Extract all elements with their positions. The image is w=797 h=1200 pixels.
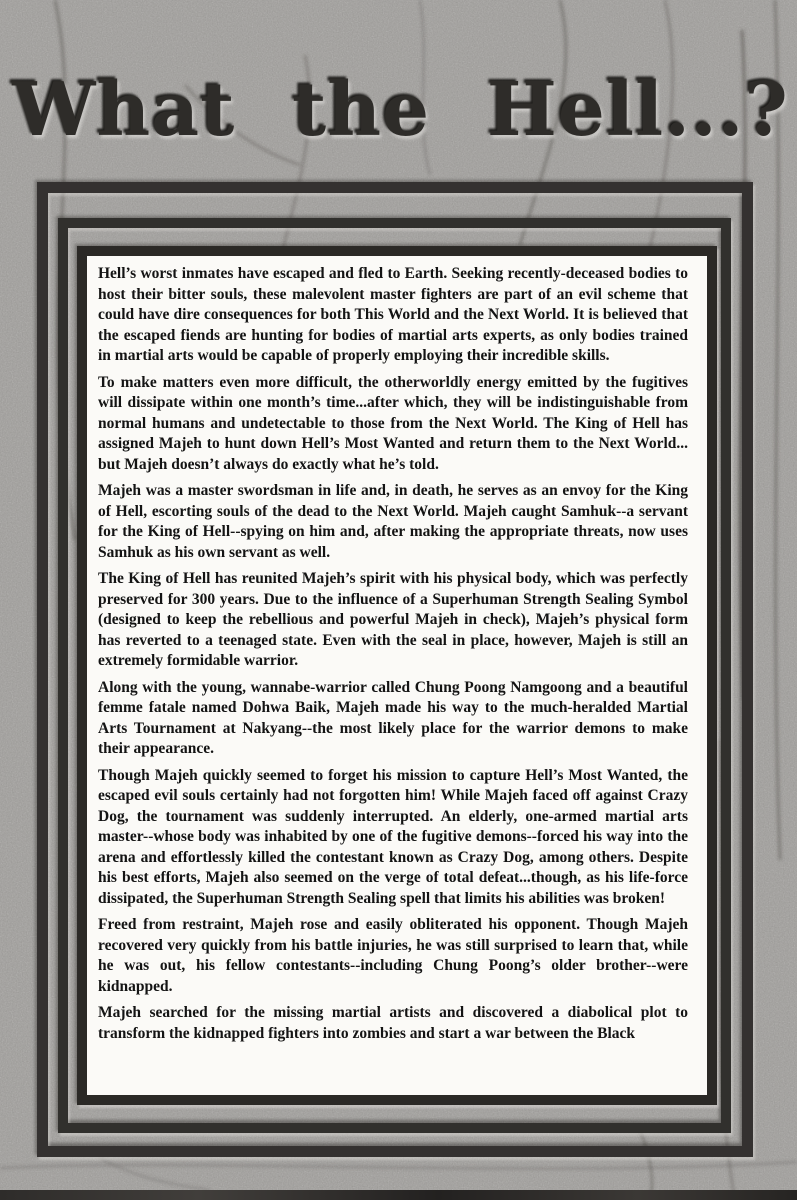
recap-paragraph: Though Majeh quickly seemed to forget his mission to capture Hell’s Most Wanted, the escaped evil souls certainly had not forgotten him! While Majeh faced off against Crazy Dog, the tournament was suddenly interrupted. An elderly, one-armed martial arts master--whose body was inhabited by one of the fugitive demons--forced his way into the arena and effortlessly killed the contestant known as Crazy Dog, among others. Despite his best efforts, Majeh also seemed on the verge of total defeat...though, as his life-force dissipated, the Superhuman Strength Sealing spell that limits his abilities was broken!: [98, 766, 688, 907]
page-bottom-scan-edge: [0, 1190, 797, 1200]
recap-paragraph: Along with the young, wannabe-warrior called Chung Poong Namgoong and a beautiful femme fatale named Dohwa Baik, Majeh made his way to the much-heralded Martial Arts Tournament at Nakyang--the most likely place for the warrior demons to make their appearance.: [98, 678, 688, 757]
recap-paragraph: Freed from restraint, Majeh rose and easily obliterated his opponent. Though Majeh recovered very quickly from his battle injuries, he was still surprised to learn that, while he was out, his fellow contestants--including Chung Poong’s older brother--were kidnapped.: [98, 916, 688, 995]
recap-paragraph: Majeh was a master swordsman in life and, in death, he serves as an envoy for the King of Hell, escorting souls of the dead to the Next World. Majeh caught Samhuk--a servant for the King of Hell--spying on him and, after making the appropriate threats, now uses Samhuk as his own servant as well.: [98, 482, 688, 561]
recap-paragraph: Majeh searched for the missing martial artists and discovered a diabolical plot to transform the kidnapped fighters into zombies and start a war between the Black: [98, 1004, 688, 1042]
page-title: What the Hell...?: [12, 67, 789, 153]
recap-paragraph: Hell’s worst inmates have escaped and fled to Earth. Seeking recently-deceased bodies to host their bitter souls, these malevolent master fighters are part of an evil scheme that could have dire consequences for both This World and the Next World. It is believed that the escaped fiends are hunting for bodies of martial arts experts, as only bodies trained in martial arts would be capable of properly employing their incredible skills.: [98, 265, 688, 364]
recap-paragraph: The King of Hell has reunited Majeh’s spirit with his physical body, which was perfectly preserved for 300 years. Due to the influence of a Superhuman Strength Sealing Symbol (designed to keep the rebellious and powerful Majeh in check), Majeh’s physical form has reverted to a teenaged state. Even with the seal in place, however, Majeh is still an extremely formidable warrior.: [98, 570, 688, 669]
recap-paragraph: To make matters even more difficult, the otherworldly energy emitted by the fugitives will dissipate within one month’s time...after which, they will be indistinguishable from normal humans and undetectable to those from the Next World. The King of Hell has assigned Majeh to hunt down Hell’s Most Wanted and return them to the Next World... but Majeh doesn’t always do exactly what he’s told.: [98, 373, 688, 473]
story-recap-panel: [77, 246, 717, 1105]
